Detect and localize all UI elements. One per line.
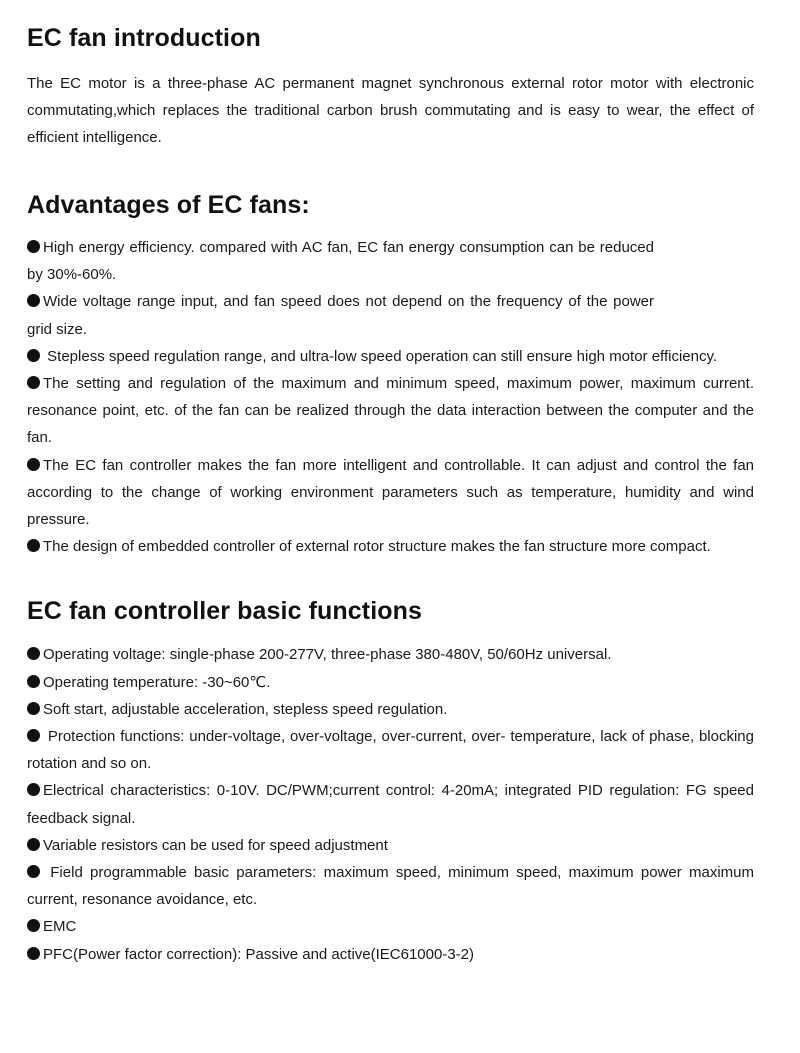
bullet-icon [27,240,40,253]
list-item-text: The EC fan controller makes the fan more intelligent and controllable. It can adjust and control the fan according to the change of working environment parameters such as temperature, humidity and wind pressure. [27,456,754,529]
bullet-icon [27,702,40,715]
list-item [27,696,754,723]
bullet-icon [27,729,40,742]
list-item [27,343,754,370]
list-item-text: The setting and regulation of the maximum and minimum speed, maximum power, maximum current. resonance point, etc. of the fan can be realized through the data interaction between the computer and the fan. [27,375,754,447]
bullet-icon [27,865,40,878]
intro-paragraph: The EC motor is a three-phase AC permanent magnet synchronous external rotor motor with electronic commutating,which replaces the traditional carbon brush commutating and is easy to wear, the effect of efficient intelligence. [27,75,754,146]
bullet-icon [27,647,40,660]
intro-heading: EC fan introduction [27,24,261,52]
bullet-icon [27,675,40,688]
list-item-text: Stepless speed regulation range, and ultra-low speed operation can still ensure high motor efficiency. [43,347,718,365]
list-item [27,641,754,668]
list-item [27,941,754,968]
list-item [27,832,754,859]
list-item-text: EMC [43,918,77,936]
list-item-text: PFC(Power factor correction): Passive and active(IEC61000-3-2) [43,945,475,963]
bullet-icon [27,458,40,471]
functions-heading: EC fan controller basic functions [27,597,423,626]
list-item-text: Variable resistors can be used for speed adjustment [43,836,388,854]
functions-list [27,641,754,967]
advantages-list [27,234,754,560]
list-item [27,533,754,560]
bullet-icon [27,294,40,307]
list-item-text: Operating voltage: single-phase 200-277V, three-phase 380-480V, 50/60Hz universal. [43,646,612,664]
bullet-icon [27,376,40,389]
list-item-text: Wide voltage range input, and fan speed does not depend on the frequency of the power grid size. [27,293,654,338]
list-item-text: Protection functions: under-voltage, over-voltage, over-current, over- temperature, lack of phase, blocking rotation and so on. [27,728,754,773]
list-item-text: Electrical characteristics: 0-10V. DC/PWM;current control: 4-20mA; integrated PID regulation: FG speed feedback signal. [27,782,754,827]
bullet-icon [27,349,40,362]
list-item [27,669,754,696]
list-item-text: The design of embedded controller of external rotor structure makes the fan structure more compact. [43,538,711,556]
bullet-icon [27,838,40,851]
bullet-icon [27,947,40,960]
list-item-text: Operating temperature: -30~60℃. [43,673,271,691]
list-item [27,234,754,288]
list-item-text: Field programmable basic parameters: maximum speed, minimum speed, maximum power maximum current, resonance avoidance, etc. [27,864,754,909]
list-item [27,859,754,913]
bullet-icon [27,783,40,796]
advantages-heading: Advantages of EC fans: [27,191,310,219]
list-item [27,913,754,940]
bullet-icon [27,539,40,552]
list-item [27,288,754,342]
list-item [27,370,754,452]
list-item [27,452,754,534]
list-item-text: High energy efficiency. compared with AC fan, EC fan energy consumption can be reduced by 30%-60%. [27,239,654,284]
bullet-icon [27,919,40,932]
list-item [27,777,754,831]
list-item-text: Soft start, adjustable acceleration, stepless speed regulation. [43,700,448,718]
list-item [27,723,754,777]
